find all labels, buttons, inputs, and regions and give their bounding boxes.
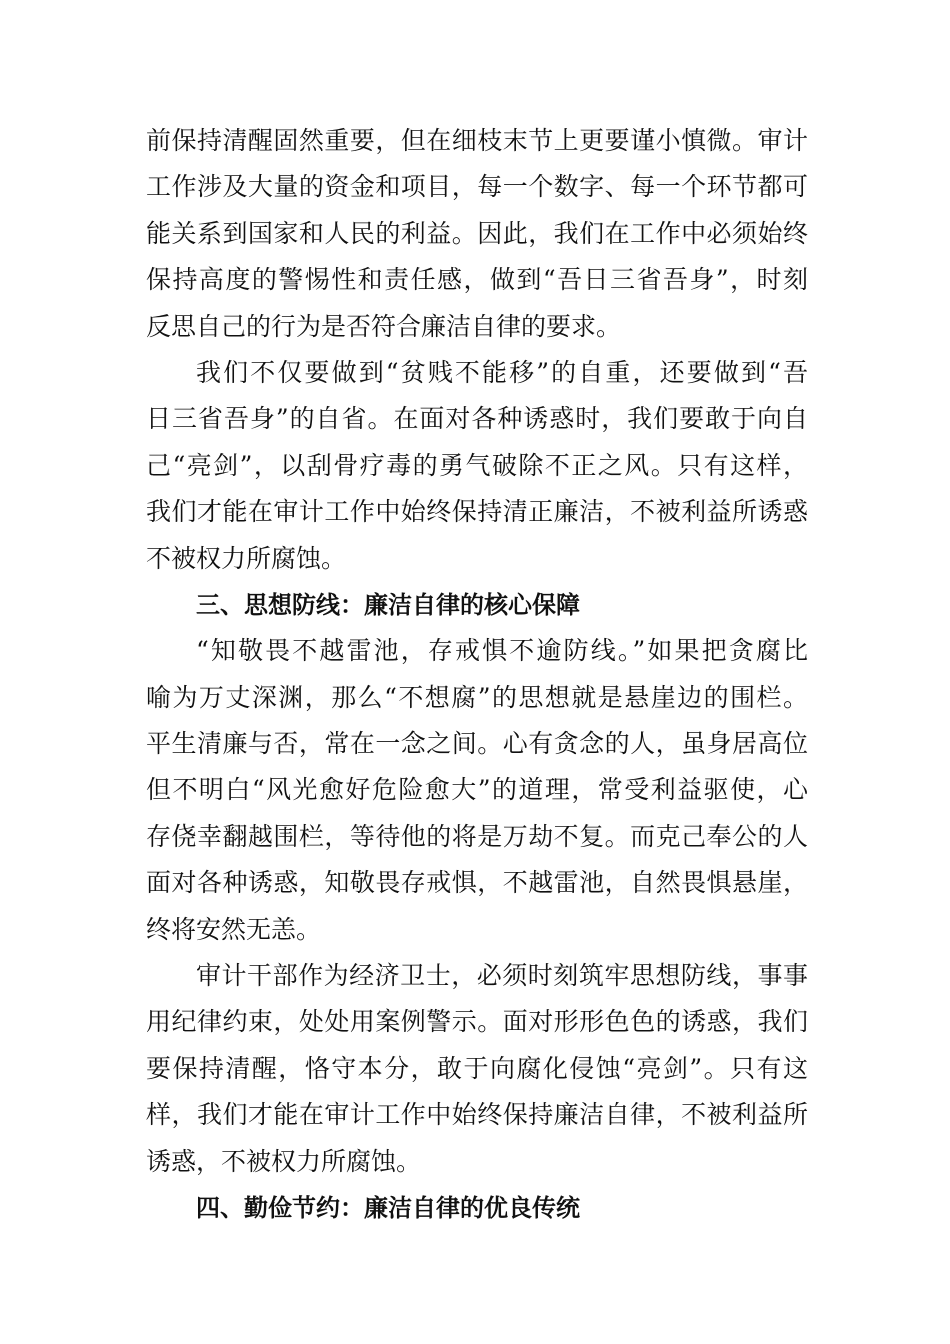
text-line: 要保持清醒，恪守本分，敢于向腐化侵蚀“亮剑”。只有这 [146,1053,808,1083]
text-line: 不被权力所腐蚀。 [146,543,347,573]
text-line: 前保持清醒固然重要，但在细枝末节上更要谨小慎微。审计 [146,126,808,155]
text-line: 样，我们才能在审计工作中始终保持廉洁自律，不被利益所 [146,1100,808,1130]
text-line: 终将安然无恙。 [146,914,322,944]
paragraph [146,953,808,1185]
section-heading [146,1185,808,1231]
paragraph [146,628,808,953]
text-line: 平生清廉与否，常在一念之间。心有贪念的人，虽身居高位 [146,729,808,759]
text-line: 审计干部作为经济卫士，必须时刻筑牢思想防线，事事 [196,961,808,991]
text-line: 反思自己的行为是否符合廉洁自律的要求。 [146,311,622,341]
text-line: “知敬畏不越雷池，存戒惧不逾防线。”如果把贪腐比 [196,636,808,666]
text-line: 我们不仅要做到“贫贱不能移”的自重，还要做到“吾 [196,357,808,387]
section-heading [146,582,808,628]
text-line: 诱惑，不被权力所腐蚀。 [146,1146,422,1176]
heading-text: 三、思想防线：廉洁自律的核心保障 [196,590,580,619]
text-line: 能关系到国家和人民的利益。因此，我们在工作中必须始终 [146,218,808,248]
paragraph [146,350,808,582]
text-line: 用纪律约束，处处用案例警示。面对形形色色的诱惑，我们 [146,1007,808,1037]
text-line: 日三省吾身”的自省。在面对各种诱惑时，我们要敢于向自 [146,404,808,434]
document-body [146,118,808,1231]
text-line: 己“亮剑”，以刮骨疗毒的勇气破除不正之风。只有这样， [146,450,808,480]
text-line: 喻为万丈深渊，那么“不想腐”的思想就是悬崖边的围栏。 [146,682,808,712]
text-line: 存侥幸翻越围栏，等待他的将是万劫不复。而克己奉公的人 [146,821,808,851]
paragraph [146,118,808,350]
text-line: 工作涉及大量的资金和项目，每一个数字、每一个环节都可 [146,172,808,202]
text-line: 但不明白“风光愈好危险愈大”的道理，常受利益驱使，心 [146,775,808,805]
text-line: 面对各种诱惑，知敬畏存戒惧，不越雷池，自然畏惧悬崖， [146,868,808,898]
text-line: 保持高度的警惕性和责任感，做到“吾日三省吾身”，时刻 [146,265,808,295]
heading-text: 四、勤俭节约：廉洁自律的优良传统 [196,1193,580,1222]
text-line: 我们才能在审计工作中始终保持清正廉洁，不被利益所诱惑 [146,497,808,527]
